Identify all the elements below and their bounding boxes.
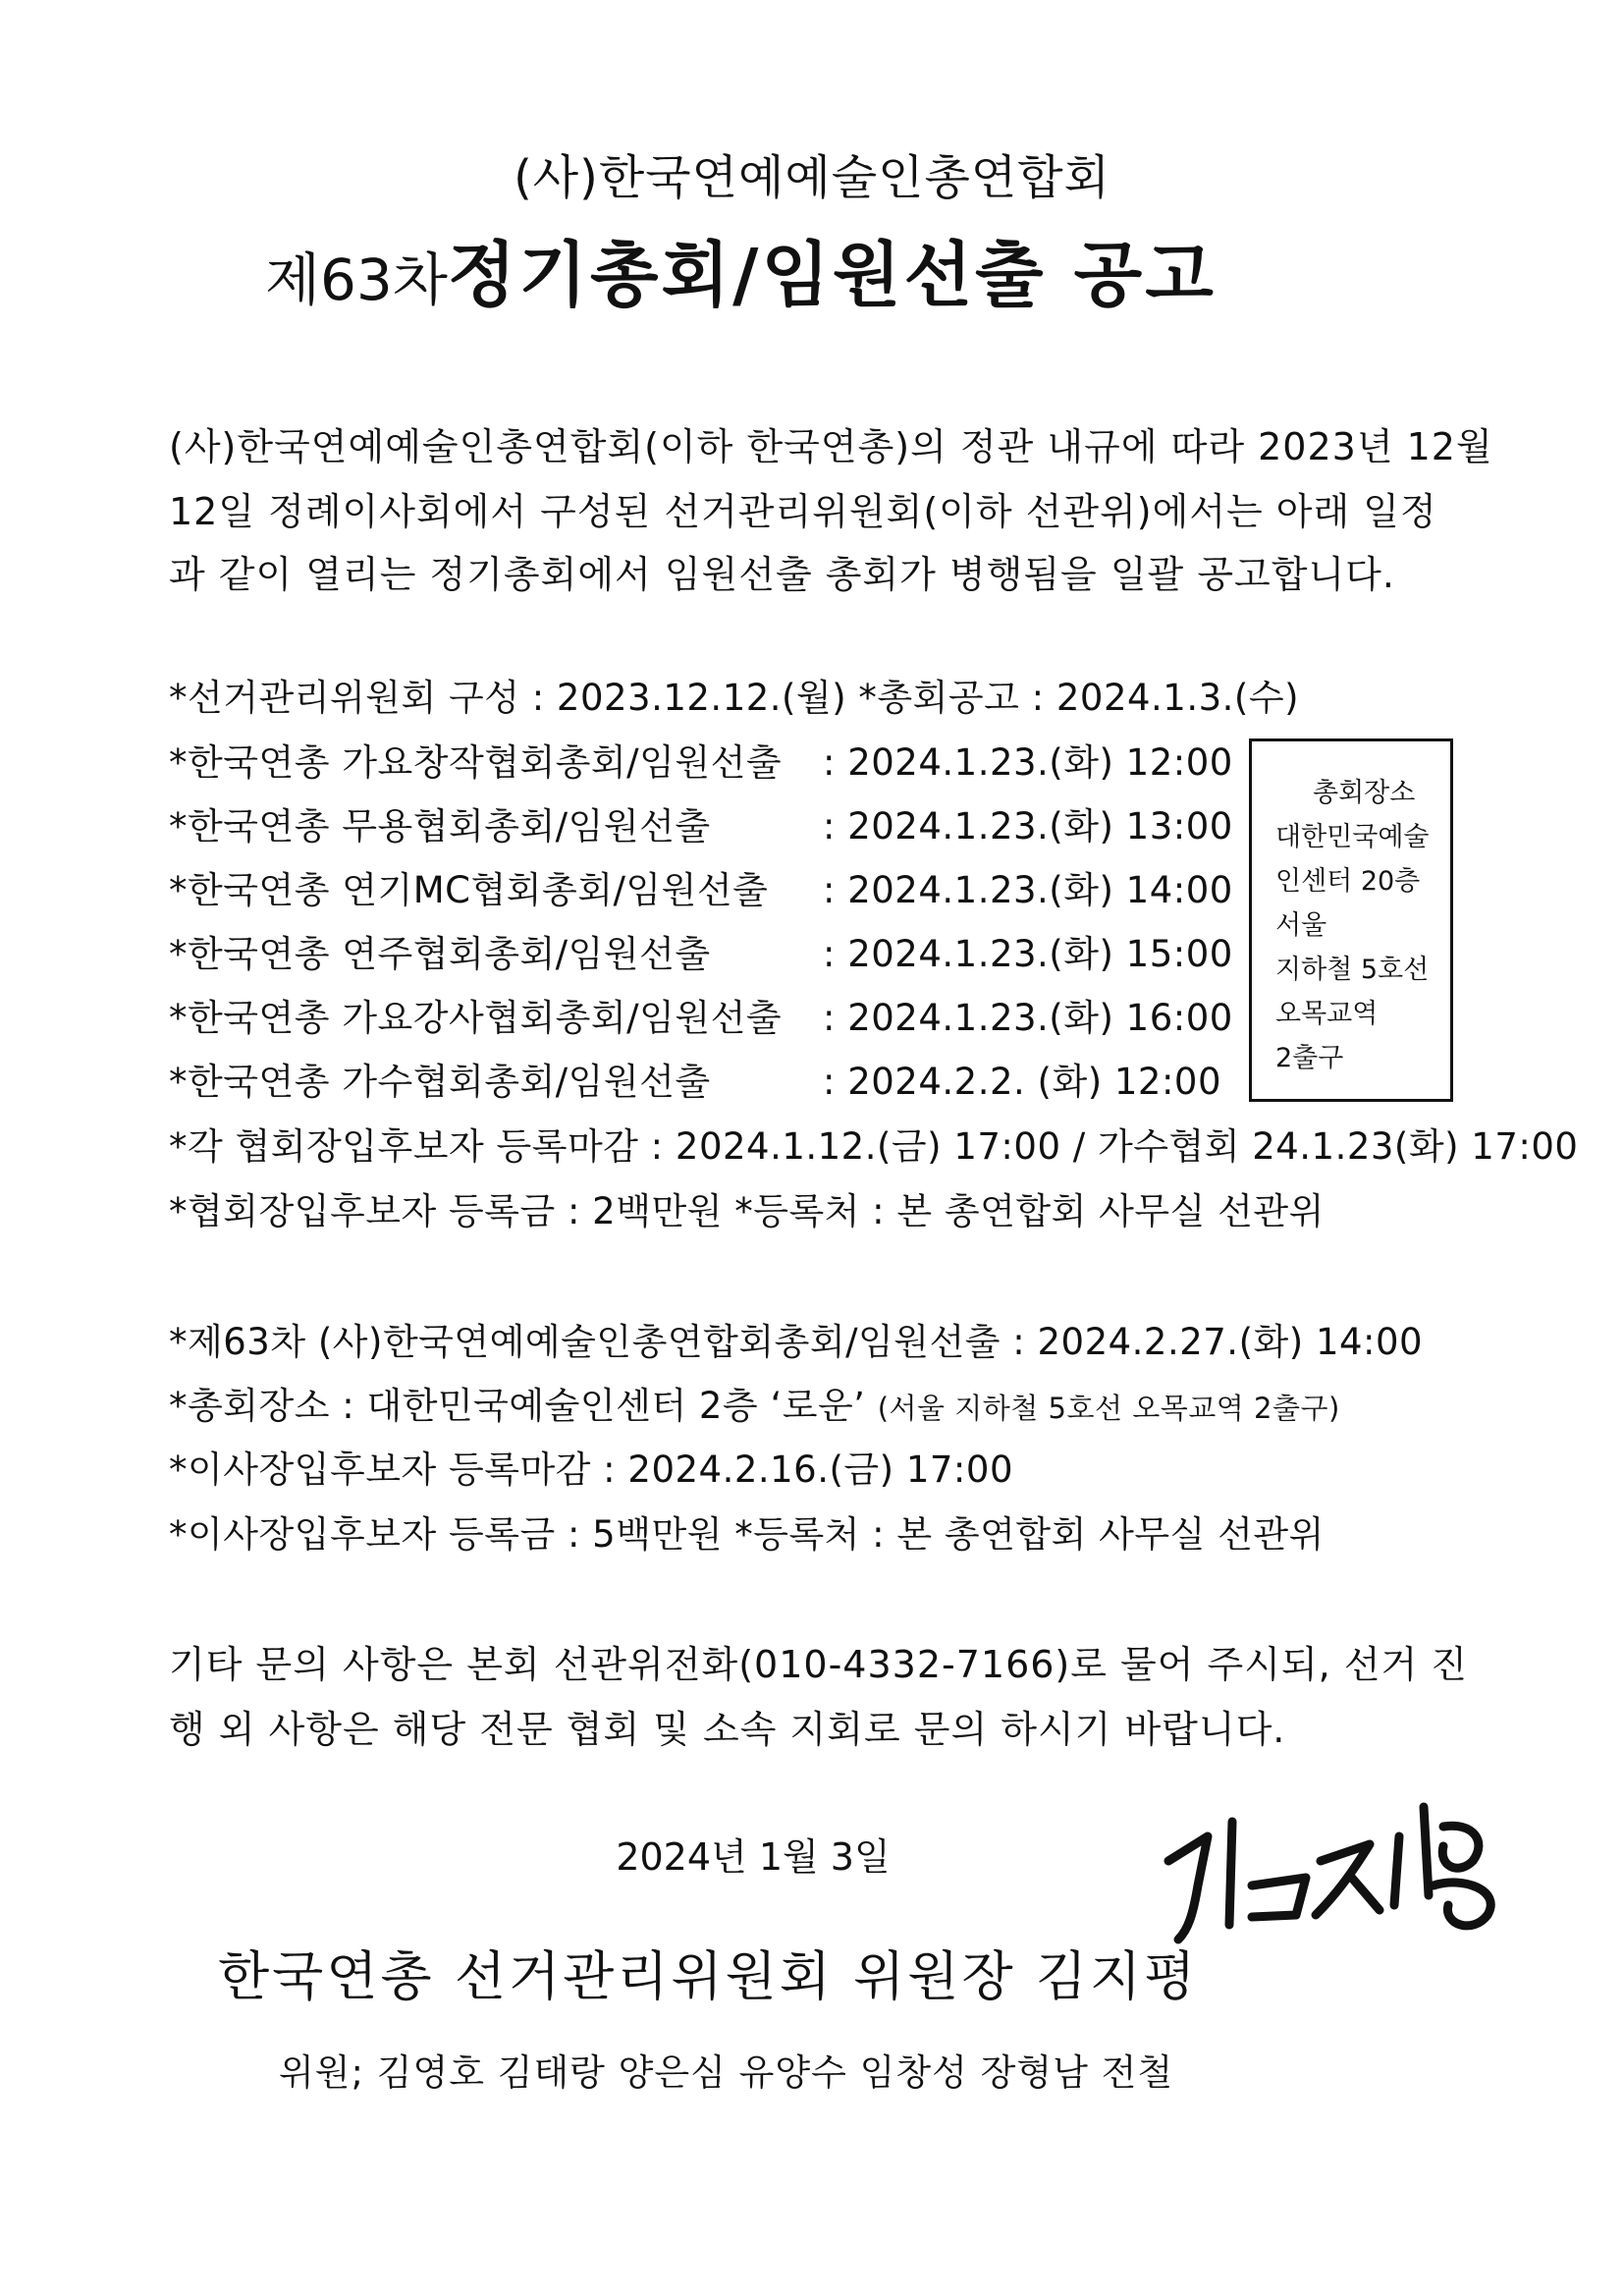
title-prefix: 제63차 <box>265 246 448 313</box>
intro-line-2: 12일 정례이사회에서 구성된 선거관리위원회(이하 선관위)에서는 아래 일정 <box>169 490 1437 533</box>
meeting-label: *한국연총 무용협회총회/임원선출 <box>169 805 711 847</box>
intro-line-1: (사)한국연예예술인총연합회(이하 한국연총)의 정관 내규에 따라 2023년 12월 <box>169 425 1493 468</box>
general-meeting-venue <box>169 1376 1340 1429</box>
general-meeting-line: *제63차 (사)한국연예예술인총연합회총회/임원선출 : 2024.2.27.(화) 14:00 <box>169 1321 1424 1363</box>
venue-main: *총회장소 : 대한민국예술인센터 2층 ‘로운’ <box>169 1385 866 1427</box>
signature-image <box>1149 1768 1522 1964</box>
venue-line: 대한민국예술 <box>1275 822 1430 852</box>
meeting-time: : 2024.1.23.(화) 12:00 <box>823 741 1233 784</box>
venue-line: 오목교역 <box>1275 999 1379 1029</box>
chair-fee: *이사장입후보자 등록금 : 5백만원 *등록처 : 본 총연합회 사무실 선관위 <box>169 1513 1325 1556</box>
registration-fee: *협회장입후보자 등록금 : 2백만원 *등록처 : 본 총연합회 사무실 선관위 <box>169 1190 1325 1232</box>
committee-members: 위원; 김영호 김태랑 양은심 유양수 임창성 장형남 전철 <box>279 2051 1174 2094</box>
venue-line: 인센터 20층 <box>1275 866 1421 897</box>
meeting-row <box>169 988 1233 1041</box>
schedule-top: *선거관리위원회 구성 : 2023.12.12.(월) *총회공고 : 2024.1.3.(수) <box>169 677 1300 719</box>
meeting-label: *한국연총 연주협회총회/임원선출 <box>169 933 711 975</box>
meeting-time: : 2024.1.23.(화) 14:00 <box>823 869 1233 911</box>
meeting-time: : 2024.1.23.(화) 16:00 <box>823 997 1233 1039</box>
title-main: 정기총회/임원선출 공고 <box>447 234 1217 316</box>
venue-line: 지하철 5호선 <box>1275 955 1430 985</box>
committee-signature-line: 한국연총 선거관리위원회 위원장 김지평 <box>218 1945 1199 2007</box>
chair-deadline: *이사장입후보자 등록마감 : 2024.2.16.(금) 17:00 <box>169 1449 1013 1491</box>
page-title <box>265 218 1217 320</box>
notice-date: 2024년 1월 3일 <box>616 1835 891 1879</box>
venue-line: 서울 <box>1275 910 1327 941</box>
intro-line-3: 과 같이 열리는 정기총회에서 임원선출 총회가 병행됨을 일괄 공고합니다. <box>169 553 1395 596</box>
meeting-row <box>169 733 1233 786</box>
meeting-label: *한국연총 연기MC협회총회/임원선출 <box>169 869 769 911</box>
closing-line-2: 행 외 사항은 해당 전문 협회 및 소속 지회로 문의 하시기 바랍니다. <box>169 1708 1286 1751</box>
meeting-row <box>169 860 1233 913</box>
meeting-row <box>169 924 1233 977</box>
meeting-label: *한국연총 가요강사협회총회/임원선출 <box>169 997 783 1039</box>
meeting-label: *한국연총 가요창작협회총회/임원선출 <box>169 741 783 784</box>
organization-title: (사)한국연예예술인총연합회 <box>514 150 1110 205</box>
meeting-time: : 2024.1.23.(화) 13:00 <box>823 805 1233 847</box>
venue-box <box>1249 738 1453 1102</box>
meeting-row <box>169 796 1233 849</box>
venue-line: 2출구 <box>1275 1043 1344 1073</box>
venue-line: 총회장소 <box>1313 778 1416 808</box>
registration-deadline: *각 협회장입후보자 등록마감 : 2024.1.12.(금) 17:00 / 가수협회 24.1.23(화) 17:00 <box>169 1125 1579 1168</box>
meeting-row <box>169 1052 1222 1105</box>
meeting-time: : 2024.2.2. (화) 12:00 <box>823 1061 1222 1103</box>
venue-note: (서울 지하철 5호선 오목교역 2출구) <box>877 1392 1340 1425</box>
meeting-time: : 2024.1.23.(화) 15:00 <box>823 933 1233 975</box>
closing-line-1: 기타 문의 사항은 본회 선관위전화(010-4332-7166)로 물어 주시되, 선거 진 <box>169 1643 1469 1686</box>
meeting-label: *한국연총 가수협회총회/임원선출 <box>169 1061 711 1103</box>
